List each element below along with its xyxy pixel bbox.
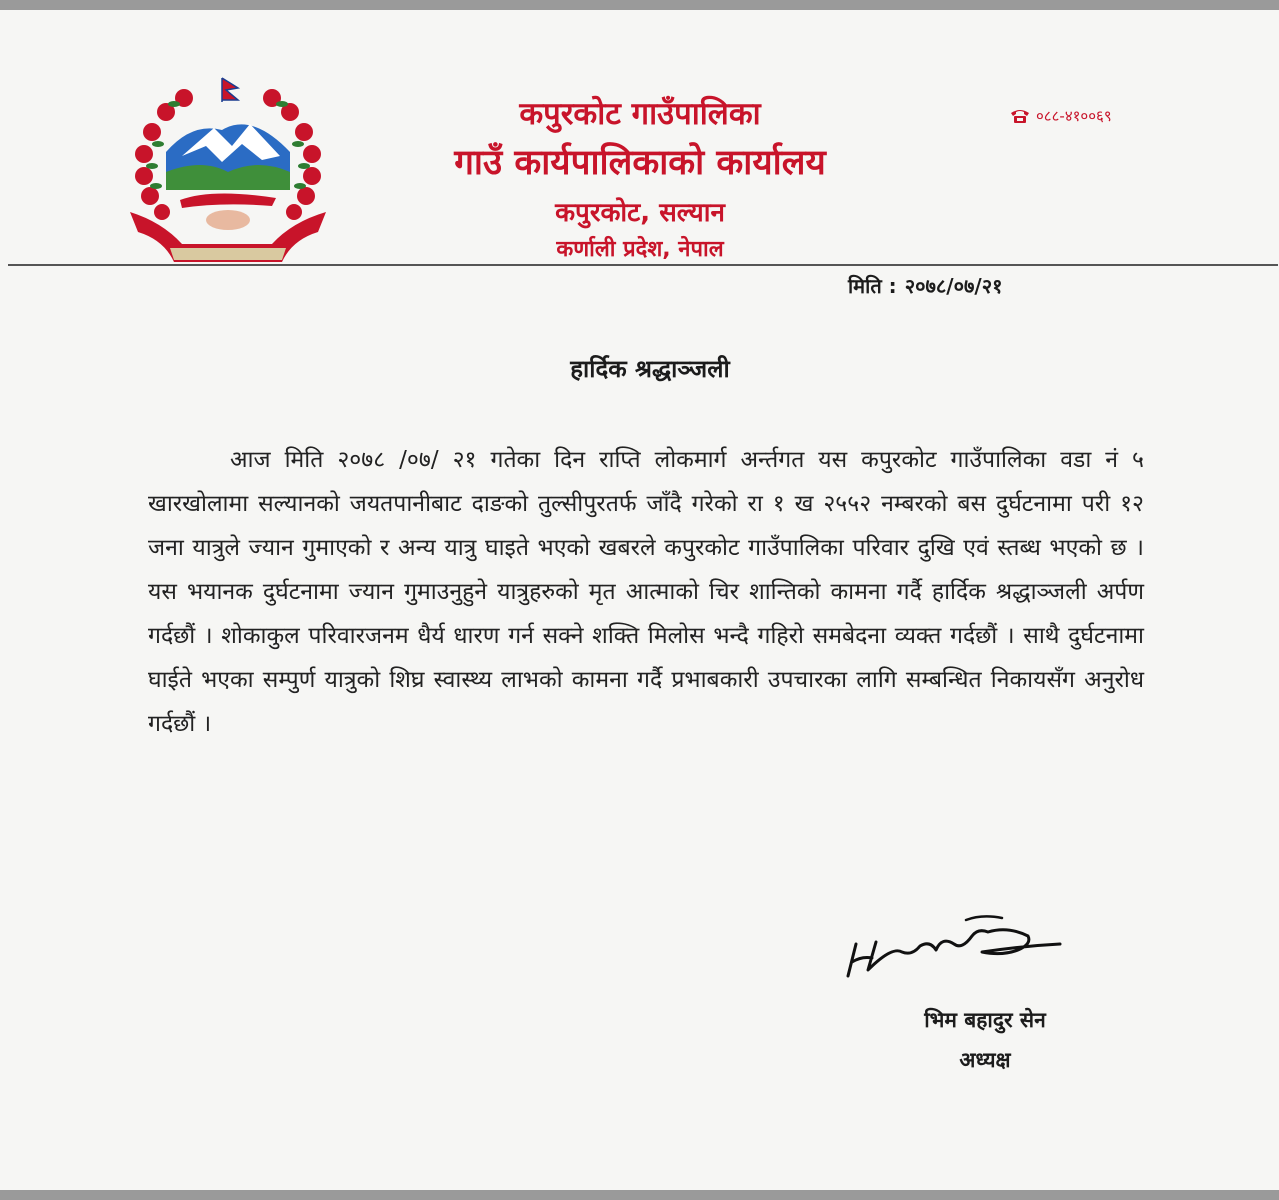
- letter-title: हार्दिक श्रद्धाञ्जली: [570, 355, 730, 383]
- phone-contact: [1010, 106, 1112, 126]
- office-location-line: कपुरकोट, सल्यान: [555, 198, 725, 228]
- date-value: २०७८/०७/२१: [904, 274, 1003, 298]
- letter-page: [0, 10, 1279, 1190]
- header-divider: [8, 264, 1278, 266]
- signatory-name: भिम बहादुर सेन: [924, 1008, 1046, 1032]
- office-name-line2: गाउँ कार्यपालिकाको कार्यालय: [454, 143, 826, 183]
- letter-date: [848, 272, 1003, 299]
- telephone-icon: [1010, 108, 1030, 124]
- signatory-title: अध्यक्ष: [959, 1048, 1011, 1072]
- phone-number: ०८८-४१००६९: [1036, 107, 1112, 125]
- letter-body: आज मिति २०७८ /०७/ २१ गतेका दिन राप्ति लोकमार्ग अर्न्तगत यस कपुरकोट गाउँपालिका वडा नं ५ खारखोलामा सल्यानको जयतपानीबाट दाङको तुल्सीपुरतर्फ जाँदै गरेको रा १ ख २५५२ नम्बरको बस दुर्घटनामा परी १२ जना यात्रुले ज्यान गुमाएको र अन्य यात्रु घाइते भएको खबरले कपुरकोट गाउँपालिका परिवार दुखि एवं स्तब्ध भएको छ । यस भयानक दुर्घटनामा ज्यान गुमाउनुहुने यात्रुहरुको मृत आत्माको चिर शान्तिको कामना गर्दै हार्दिक श्रद्धाञ्जली अर्पण गर्दछौं । शोकाकुल परिवारजनम धैर्य धारण गर्न सक्ने शक्ति मिलोस भन्दै गहिरो समबेदना व्यक्त गर्दछौं । साथै दुर्घटनामा घाईते भएका सम्पुर्ण यात्रुको शिघ्र स्वास्थ्य लाभको कामना गर्दै प्रभाबकारी उपचारका लागि सम्बन्धित निकायसँग अनुरोध गर्दछौं ।: [148, 447, 1144, 737]
- date-label: मिति :: [848, 274, 897, 298]
- office-province-line: कर्णाली प्रदेश, नेपाल: [556, 237, 724, 262]
- signature: [832, 906, 1072, 996]
- office-name-line1: कपुरकोट गाउँपालिका: [519, 96, 761, 132]
